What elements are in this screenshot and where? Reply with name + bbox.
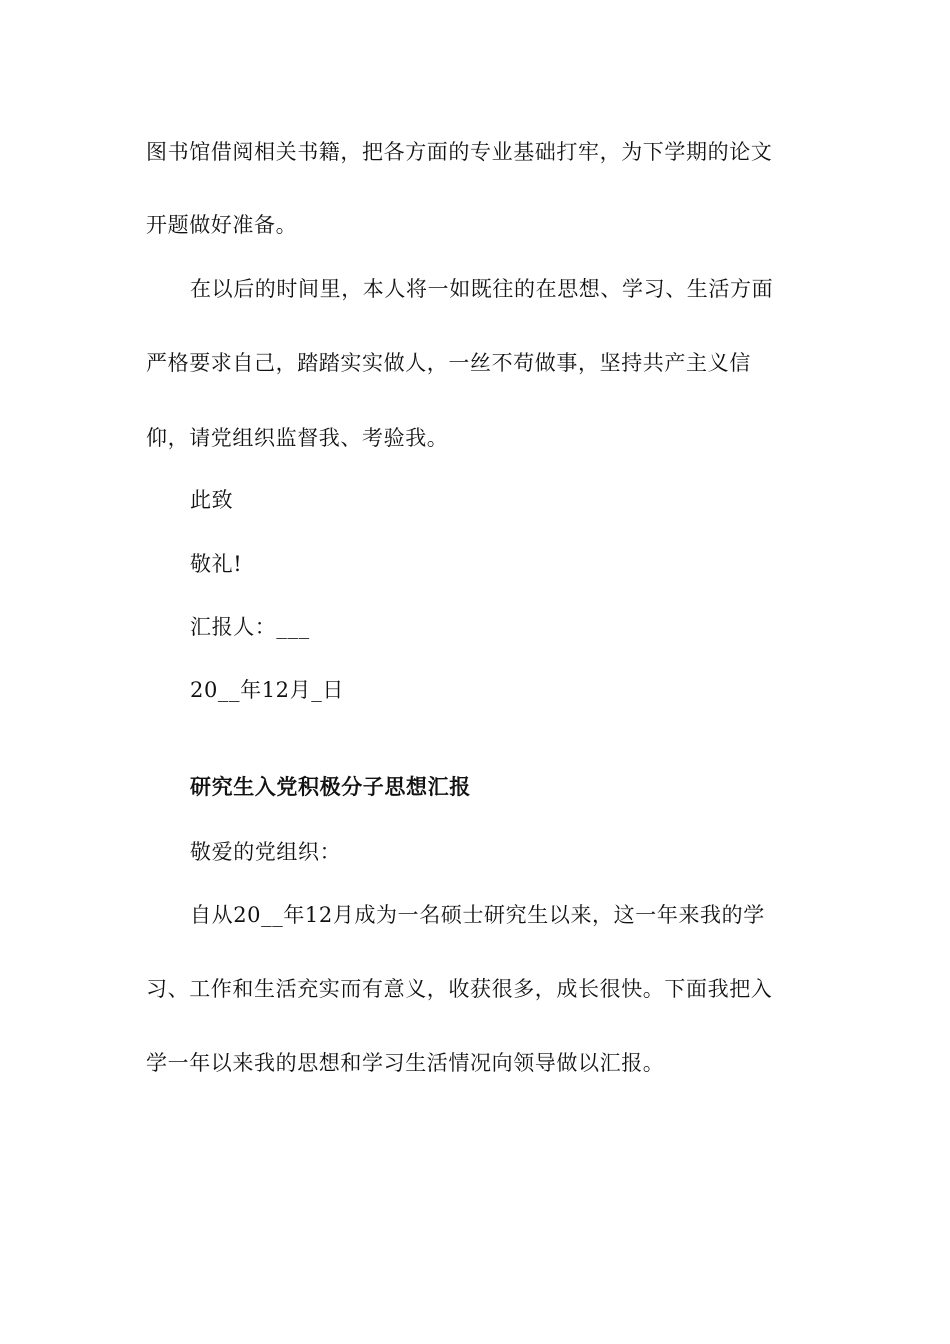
closing-line-1: 此致	[190, 488, 234, 512]
paragraph-2-line-2: 严格要求自己，踏踏实实做人，一丝不苟做事，坚持共产主义信	[146, 351, 751, 375]
reporter-line: 汇报人：___	[190, 615, 310, 639]
salutation: 敬爱的党组织：	[190, 840, 342, 864]
paragraph-2-line-3: 仰，请党组织监督我、考验我。	[146, 426, 449, 450]
paragraph-3-line-3: 学一年以来我的思想和学习生活情况向领导做以汇报。	[146, 1051, 665, 1075]
paragraph-1-line-1: 图书馆借阅相关书籍，把各方面的专业基础打牢，为下学期的论文	[146, 140, 773, 164]
paragraph-1-line-2: 开题做好准备。	[146, 213, 298, 237]
section-title: 研究生入党积极分子思想汇报	[190, 774, 471, 799]
paragraph-3-line-2: 习、工作和生活充实而有意义，收获很多，成长很快。下面我把入	[146, 977, 773, 1001]
paragraph-3-line-1: 自从20__年12月成为一名硕士研究生以来，这一年来我的学	[190, 903, 765, 927]
closing-line-2: 敬礼!	[190, 552, 243, 576]
date-line: 20__年12月_日	[190, 678, 344, 702]
paragraph-2-line-1: 在以后的时间里，本人将一如既往的在思想、学习、生活方面	[190, 277, 774, 301]
